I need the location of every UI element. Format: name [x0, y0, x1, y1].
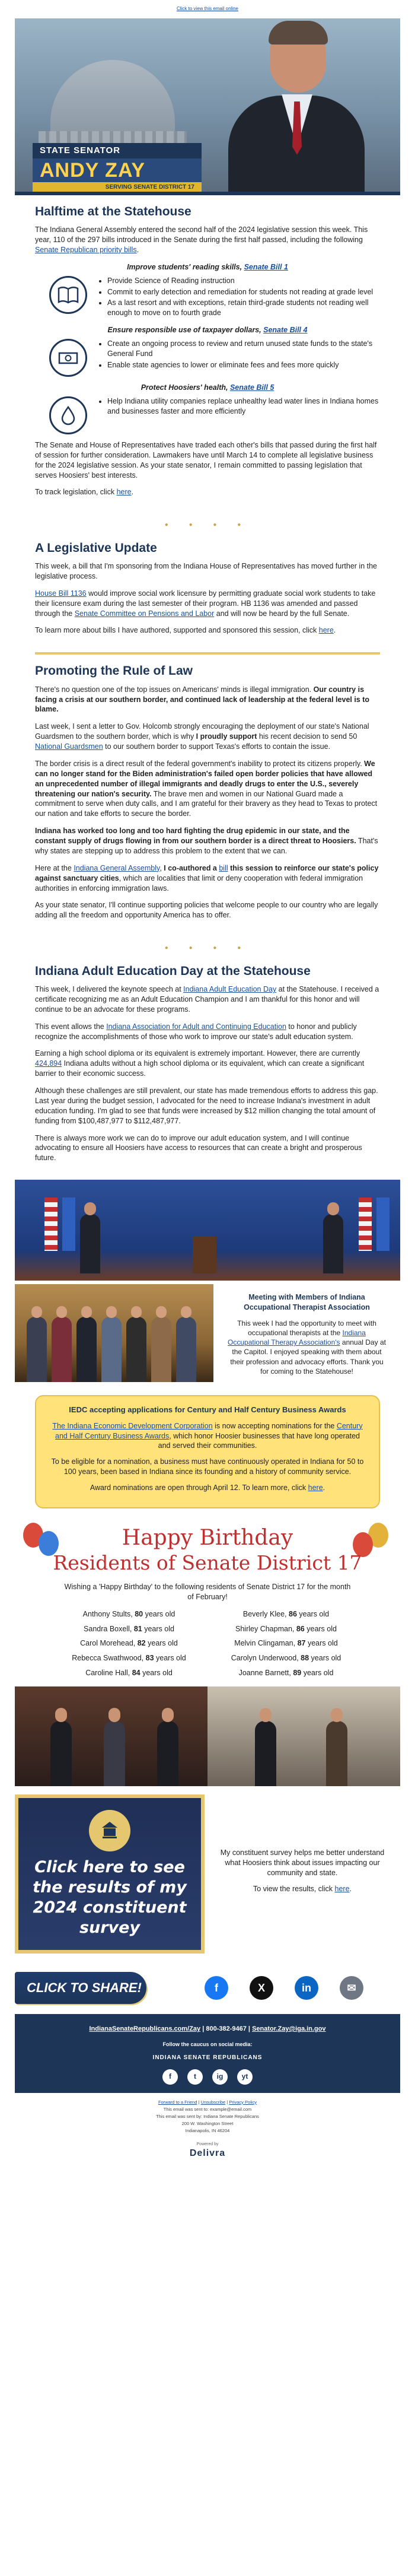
adult-ed-para3: Earning a high school diploma or its equivalent is extremely important. However, there are currently 424,894 Indiana adults without a high school diploma or its equivalent, which can create a significant barrier to their economic success. — [35, 1049, 365, 1078]
senate-seal-icon — [89, 1810, 130, 1851]
privacy-policy-link[interactable]: Privacy Policy — [229, 2099, 257, 2105]
priority-bills-link[interactable]: Senate Republican priority bills — [35, 245, 137, 254]
senator-photo — [228, 24, 365, 195]
pensions-labor-committee-link[interactable]: Senate Committee on Pensions and Labor — [74, 609, 215, 618]
website-link[interactable]: IndianaSenateRepublicans.com/Zay — [89, 2025, 201, 2033]
rule-of-law-title: Promoting the Rule of Law — [35, 664, 193, 678]
photo-grid — [15, 1686, 400, 1786]
priority-1-bullet: • As a last resort and with exceptions, retain third-grade students not reading well enough to move on to fourth grade — [107, 298, 380, 318]
senator-role: STATE SENATOR — [33, 143, 202, 158]
view-online-link[interactable]: Click to view this email online — [176, 6, 239, 11]
birthday-entry: Joanne Barnett, 89 years old — [238, 1669, 334, 1678]
senate-bill-1-link[interactable]: Senate Bill 1 — [244, 262, 288, 271]
halftime-intro: The Indiana General Assembly entered the second half of the 2024 legislative session this week. This year, 110 of the 297 bills introduced in the Senate during the first half passed, including the following Senate Republican priority bills. — [35, 225, 368, 254]
youtube-icon[interactable]: yt — [237, 2069, 253, 2085]
rule-para2: Last week, I sent a letter to Gov. Holcomb strongly encouraging the deployment of our state's National Guardsmen to the southern border, which is why I proudly support his recent decision to send 50 National Guardsmen to our southern border to support Texas's efforts to contain the issue. — [35, 722, 369, 751]
serving-district: SERVING SENATE DISTRICT 17 — [33, 182, 202, 193]
adult-stats-link[interactable]: 424,894 — [35, 1059, 62, 1068]
powered-by-text: Powered by — [196, 2142, 219, 2146]
bills-authored-link[interactable]: here — [318, 626, 334, 635]
rule-para3: The border crisis is a direct result of the federal government's inability to protect its citizens properly. We can no longer stand for the Biden administration's failed open border policies that have allowed an unprecedented number of illegal immigrants and deadly drugs to enter the U.S., severely threatening our nation's security. The brave men and women in our National Guard made a commitment to serve when duty calls, and I am grateful for their bravery as they head to Texas to protect our nation and take efforts to secure the border. — [35, 759, 378, 818]
header-banner — [15, 18, 400, 195]
address-line: 200 W. Washington Street — [181, 2120, 234, 2126]
birthday-banner — [15, 1518, 400, 1582]
forward-friend-link[interactable]: Forward to a Friend — [158, 2099, 197, 2105]
footer — [15, 2014, 400, 2092]
occupational-therapy-photo — [15, 1284, 213, 1382]
event-photo — [208, 1686, 400, 1786]
water-drop-icon — [49, 396, 87, 434]
facebook-icon[interactable]: f — [205, 1976, 228, 2000]
twitter-icon[interactable]: t — [187, 2069, 203, 2085]
legal-footer: Forward to a Friend | Unsubscribe | Privacy Policy This email was sent to: example@email.com This email was sent by: Indiana Senate Republicans 200 W. Washington Street Indianapolis, IN 46204 — [0, 2093, 415, 2135]
birthday-heading: Happy Birthday — [122, 1525, 293, 1550]
track-legislation-link[interactable]: here — [116, 488, 132, 497]
rule-para4: Indiana has worked too long and too hard fighting the drug epidemic in our state, and the constant supply of drugs flowing in from our southern border is a direct threat to Hoosiers. That's why states are stepping up to address this problem to the extent that we can. — [35, 827, 378, 855]
unsubscribe-link[interactable]: Unsubscribe — [200, 2099, 226, 2105]
adult-ed-para4: Although these challenges are still prevalent, our state has made tremendous efforts to address this gap. Last year during the budget session, I advocated for the need to increase Indiana's investment in adult education funding. I'm glad to see that funds were increased by $12 million changing the total amount of funding from $100,487,977 to $112,487,977. — [35, 1087, 378, 1125]
iedc-para2: To be eligible for a nomination, a business must have continuously operated in Indiana for 50 to 100 years, been based in Indiana since its founding and a history of community service. — [51, 1457, 364, 1476]
instagram-icon[interactable]: ig — [212, 2069, 228, 2085]
update-para2: House Bill 1136 would improve social work licensure by permitting graduate social work students to take their licensure exam during the last semester of their program. HB 1136 was amended and passed through the Senate Committee on Pensions and Labor and will now be heard by the full Senate. — [35, 589, 376, 618]
birthday-entry: Shirley Chapman, 86 years old — [235, 1624, 337, 1633]
priority-1: Improve students' reading skills, Senate Bill 1 • Provide Science of Reading instruction • Commit to early detection and remediation for students not reading at grade level • As a last resort and with exceptions, retain third-grade students not reading well enough to move on to fourth grade — [35, 262, 380, 319]
birthday-intro: Wishing a 'Happy Birthday' to the following residents of Senate District 17 for the month of February! — [64, 1582, 351, 1601]
adult-ed-photo — [15, 1180, 400, 1281]
iedc-learn-more-link[interactable]: here — [308, 1484, 323, 1492]
iedc-title: IEDC accepting applications for Century and Half Century Business Awards — [69, 1405, 346, 1415]
track-legislation: To track legislation, click here. — [35, 488, 134, 497]
birthday-entry: Caroline Hall, 84 years old — [85, 1669, 173, 1678]
section-divider: ● ● ● ● — [164, 522, 251, 529]
priority-1-bullet: • Commit to early detection and remediation for students not reading at grade level — [107, 287, 380, 297]
x-icon[interactable]: X — [250, 1976, 273, 2000]
survey-section — [15, 1786, 400, 1963]
delivra-logo: Delivra — [189, 2148, 226, 2159]
survey-para2: To view the results, click here. — [253, 1884, 352, 1893]
share-button[interactable]: CLICK TO SHARE! — [15, 1972, 146, 2004]
survey-results-link[interactable]: here — [334, 1884, 350, 1893]
iedc-para1: The Indiana Economic Development Corporation is now accepting nominations for the Century and Half Century Business Awards, which honor Hoosier businesses that have long operated and served their communities. — [52, 1421, 363, 1450]
survey-results-button[interactable] — [15, 1794, 205, 1954]
city-line: Indianapolis, IN 46204 — [185, 2127, 230, 2133]
birthday-entry: Carolyn Underwood, 88 years old — [231, 1654, 341, 1663]
share-bar — [15, 1970, 400, 2006]
rule-para1: There's no question one of the top issues on Americans' minds is illegal immigration. Our country is facing a crisis at our southern border, and continued lack of leadership at the federal level is to blame. — [35, 685, 370, 714]
email-link[interactable]: Senator.Zay@iga.in.gov — [252, 2025, 326, 2033]
iedc-para3: Award nominations are open through April 12. To learn more, click here. — [90, 1484, 325, 1492]
share-icons — [205, 1976, 363, 2000]
priority-1-bullet: • Provide Science of Reading instruction — [107, 276, 380, 286]
general-assembly-link[interactable]: Indiana General Assembly — [74, 863, 160, 872]
birthday-list — [15, 1609, 400, 1686]
survey-card-text: Click here to see the results of my 2024 constituent survey — [33, 1858, 187, 1937]
birthday-entry: Sandra Boxell, 81 years old — [84, 1624, 174, 1633]
caucus-brand: INDIANA SENATE REPUBLICANS — [152, 2054, 263, 2062]
birthday-entry: Anthony Stults, 80 years old — [82, 1609, 175, 1618]
book-icon — [49, 276, 87, 314]
birthday-entry: Rebecca Swathwood, 83 years old — [72, 1654, 186, 1663]
follow-text: Follow the caucus on social media: — [162, 2041, 253, 2047]
birthday-entry: Carol Morehead, 82 years old — [80, 1639, 178, 1648]
iedc-link[interactable]: The Indiana Economic Development Corporation — [52, 1421, 213, 1430]
priority-2-bullet: • Create an ongoing process to review and return unused state funds to the state's General Fund — [107, 339, 380, 359]
email-icon[interactable]: ✉ — [340, 1976, 363, 2000]
money-icon — [49, 339, 87, 377]
delivra-badge[interactable] — [0, 2135, 415, 2174]
priority-3: Protect Hoosiers' health, Senate Bill 5 • Help Indiana utility companies replace unhealthy lead water lines in Indiana homes and businesses faster and more efficiently — [35, 383, 380, 434]
century-awards-link[interactable]: Century and Half Century Business Awards — [55, 1421, 363, 1440]
house-bill-1136-link[interactable]: House Bill 1136 — [35, 589, 87, 598]
rule-of-law-section — [15, 655, 400, 937]
occupational-therapy-meeting — [15, 1281, 400, 1389]
adult-ed-para5: There is always more work we can do to improve our adult education system, and I will continue advocating to ensure all Hoosiers have access to resources that can create a bright and prosperous future. — [35, 1133, 362, 1162]
adult-ed-section — [15, 955, 400, 1180]
event-photo — [15, 1686, 208, 1786]
priority-2-bullet: • Enable state agencies to lower or eliminate fees and fees more quickly — [107, 360, 380, 370]
birthday-entry: Melvin Clingaman, 87 years old — [234, 1639, 338, 1648]
adult-ed-day-link[interactable]: Indiana Adult Education Day — [183, 985, 277, 994]
sent-to-text: This email was sent to: example@email.com — [163, 2106, 252, 2112]
sanctuary-bill-link[interactable]: bill — [219, 863, 228, 872]
newsletter-column — [15, 18, 400, 2093]
iaace-link[interactable]: Indiana Association for Adult and Continuing Education — [106, 1022, 286, 1031]
update-section — [15, 532, 400, 653]
facebook-icon[interactable]: f — [162, 2069, 178, 2085]
meeting-title: Meeting with Members of Indiana Occupational Therapist Association — [244, 1293, 370, 1312]
senator-title-block — [33, 143, 202, 193]
update-para1: This week, a bill that I'm sponsoring from the Indiana House of Representatives has moved further in the legislative process. — [35, 562, 377, 580]
footer-contact: IndianaSenateRepublicans.com/Zay | 800-382-9467 | Senator.Zay@iga.in.gov — [89, 2025, 326, 2033]
senate-bill-5-link[interactable]: Senate Bill 5 — [229, 383, 274, 392]
rule-para6: As your state senator, I'll continue supporting policies that welcome people to our country who are legally adding all the freedom and opportunity America has to offer. — [35, 901, 378, 920]
national-guardsmen-link[interactable]: National Guardsmen — [35, 742, 103, 751]
update-para3: To learn more about bills I have authored, supported and sponsored this session, click here. — [35, 626, 336, 635]
sent-by-text: This email was sent by: Indiana Senate Republicans — [156, 2113, 259, 2119]
survey-para1: My constituent survey helps me better understand what Hoosiers think about issues impacting our community and state. — [220, 1848, 385, 1878]
iota-link[interactable]: Indiana Occupational Therapy Association's — [228, 1329, 366, 1347]
birthday-subheading: Residents of Senate District 17 — [53, 1551, 362, 1574]
priority-2: Ensure responsible use of taxpayer dollars, Senate Bill 4 • Create an ongoing process to review and return unused state funds to the state's General Fund • Enable state agencies to lower or eliminate fees and fees more quickly — [35, 325, 380, 377]
senator-name: ANDY ZAY — [33, 158, 202, 182]
meeting-text: This week I had the opportunity to meet with occupational therapists at the Indiana Occupational Therapy Association's annual Day at the Capitol. I enjoyed speaking with them about their profession and advocacy efforts. Thank you for coming to the Statehouse! — [228, 1319, 386, 1376]
priority-3-bullet: • Help Indiana utility companies replace unhealthy lead water lines in Indiana homes and businesses faster and more efficiently — [107, 396, 380, 417]
rule-para5: Here at the Indiana General Assembly, I co-authored a bill this session to reinforce our state's policy against sanctuary cities, which are localities that limit or deny cooperation with federal immigration authorities in enforcing immigration laws. — [35, 863, 379, 892]
senate-bill-4-link[interactable]: Senate Bill 4 — [263, 326, 308, 335]
iedc-callout — [35, 1395, 380, 1508]
update-title: A Legislative Update — [35, 541, 157, 555]
halftime-title: Halftime at the Statehouse — [35, 204, 191, 218]
footer-social-icons — [21, 2069, 394, 2085]
section-divider: ● ● ● ● — [164, 945, 251, 952]
birthday-entry: Beverly Klee, 86 years old — [242, 1609, 330, 1618]
linkedin-icon[interactable]: in — [295, 1976, 318, 2000]
halftime-para2: The Senate and House of Representatives have traded each other's bills that passed during the first half of session for further consideration. Lawmakers have until March 14 to complete all legislative business for the 2024 legislative session. As your state senator, I remain committed to passing legislation that serves Hoosiers' best interests. — [35, 440, 377, 479]
adult-ed-title: Indiana Adult Education Day at the Statehouse — [35, 964, 311, 978]
adult-ed-para2: This event allows the Indiana Association for Adult and Continuing Education to honor and publicly recognize the accomplishments of those who work to improve our state's adult education system. — [35, 1022, 357, 1041]
halftime-section — [15, 195, 400, 514]
adult-ed-para1: This week, I delivered the keynote speech at Indiana Adult Education Day at the Statehouse. I received a certificate recognizing me as an Adult Education Champion and I am thankful for this honor and will continue to be an advocate for these programs. — [35, 985, 379, 1014]
